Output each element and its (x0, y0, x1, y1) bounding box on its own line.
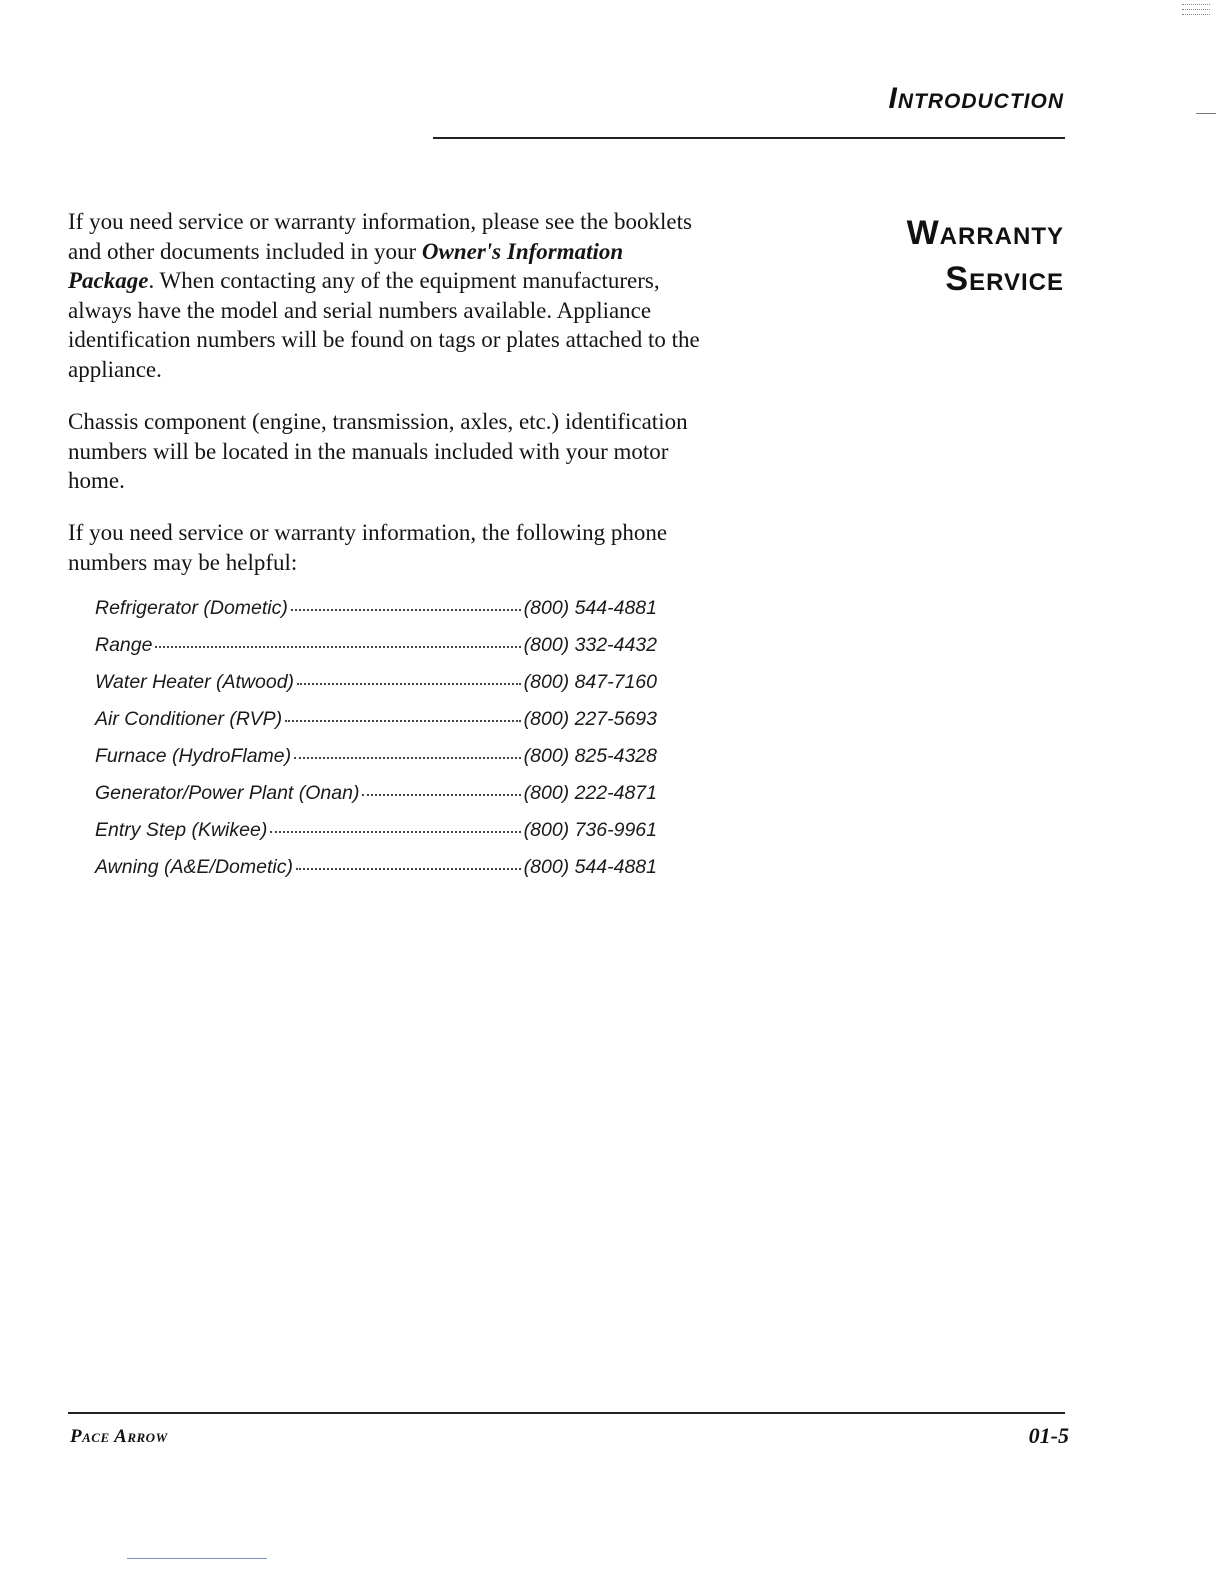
footer-manual-name: Pace Arrow (70, 1426, 168, 1447)
phone-row-generator (95, 782, 657, 819)
paragraph-1-end: . When contacting any of the equipment manufacturers, always have the model and serial numbers available. Appliance identification numbers will be found on tags or plates attached to the appliance. (68, 268, 700, 382)
phone-entry-number: (800) 736-9961 (523, 819, 657, 841)
dot-leader (362, 794, 520, 796)
paragraph-phone-intro: If you need service or warranty information, the following phone numbers may be helpful: (68, 520, 668, 575)
phone-entry-name: Refrigerator (Dometic) (95, 597, 288, 619)
dot-leader (294, 757, 521, 759)
phone-entry-number: (800) 332-4432 (523, 634, 657, 656)
phone-row-range (95, 634, 657, 671)
dot-leader (291, 609, 521, 611)
header-rule (433, 137, 1065, 139)
phone-row-refrigerator (95, 597, 657, 634)
owners-package-emphasis: Owner's Information Package (68, 238, 624, 293)
footer-rule (68, 1412, 1065, 1414)
footer-page-number: 01-5 (1028, 1423, 1069, 1448)
scan-artifact-line (127, 1558, 267, 1559)
dot-leader (296, 868, 521, 870)
phone-entry-number: (800) 222-4871 (523, 782, 657, 804)
phone-row-awning (95, 856, 657, 893)
paragraph-1-start: If you need service or warranty information, please see the booklets and other documents included in your (68, 209, 692, 264)
paragraph-service-info (68, 207, 708, 384)
phone-row-entry-step (95, 819, 657, 856)
phone-entry-number: (800) 825-4328 (523, 745, 657, 767)
dot-leader (297, 683, 521, 685)
phone-entry-number: (800) 227-5693 (523, 708, 657, 730)
phone-entry-name: Air Conditioner (RVP) (95, 708, 283, 730)
phone-entry-name: Generator/Power Plant (Onan) (95, 782, 360, 804)
phone-entry-name: Awning (A&E/Dometic) (95, 856, 293, 878)
section-heading-line-1: Warranty (906, 214, 1064, 252)
phone-entry-number: (800) 544-4881 (523, 597, 657, 619)
phone-entry-name: Range (95, 634, 153, 656)
section-heading-line-2: Service (945, 260, 1064, 298)
phone-row-furnace (95, 745, 657, 782)
dot-leader (285, 720, 521, 722)
phone-row-air-conditioner (95, 708, 657, 745)
phone-entry-number: (800) 847-7160 (523, 671, 657, 693)
phone-row-water-heater (95, 671, 657, 708)
section-heading (907, 210, 1064, 302)
phone-entry-name: Entry Step (Kwikee) (95, 819, 268, 841)
paragraph-chassis-info: Chassis component (engine, transmission, axles, etc.) identification numbers will be located in the manuals included with your motor home. (68, 409, 688, 493)
phone-entry-number: (800) 544-4881 (523, 856, 657, 878)
chapter-title: Introduction (888, 82, 1064, 115)
scan-corner-mark (1182, 4, 1210, 28)
phone-entry-name: Water Heater (Atwood) (95, 671, 295, 693)
scan-edge-tick (1196, 113, 1216, 114)
phone-entry-name: Furnace (HydroFlame) (95, 745, 292, 767)
phone-directory (95, 597, 657, 893)
dot-leader (270, 831, 520, 833)
dot-leader (155, 646, 520, 648)
